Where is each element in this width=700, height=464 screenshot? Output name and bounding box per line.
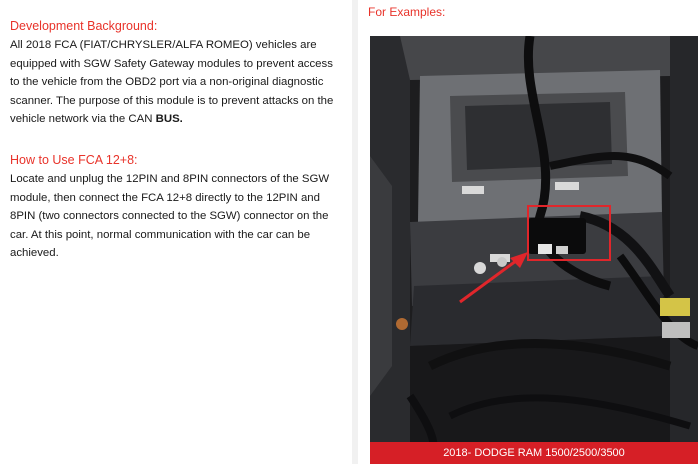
development-background-body: All 2018 FCA (FIAT/CHRYSLER/ALFA ROMEO) vehicles are equipped with SGW Safety Gateway modules to prevent access to the vehicle from the OBD2 port via a non-original diagnostic scanner. The purpose of this module is to prevent attacks on the vehicle network via the CAN xyxy=(10,39,334,126)
dashboard-wiring-photo xyxy=(370,36,698,464)
examples-heading: For Examples: xyxy=(368,5,446,19)
how-to-use-text: Locate and unplug the 12PIN and 8PIN connectors of the SGW module, then connect the FCA 12+8 directly to the 12PIN and 8PIN (two connectors connected to the SGW) connector on the car. At this point, normal communication with the car can be achieved. xyxy=(10,173,330,260)
development-background-text xyxy=(10,36,344,129)
examples-panel xyxy=(358,0,700,464)
development-background-heading: Development Background: xyxy=(10,19,158,33)
can-bus-term: BUS. xyxy=(155,113,183,126)
photo-caption: 2018- DODGE RAM 1500/2500/3500 xyxy=(370,442,698,464)
dashboard-cavity-illustration xyxy=(370,36,698,464)
how-to-use-heading: How to Use FCA 12+8: xyxy=(10,153,138,167)
